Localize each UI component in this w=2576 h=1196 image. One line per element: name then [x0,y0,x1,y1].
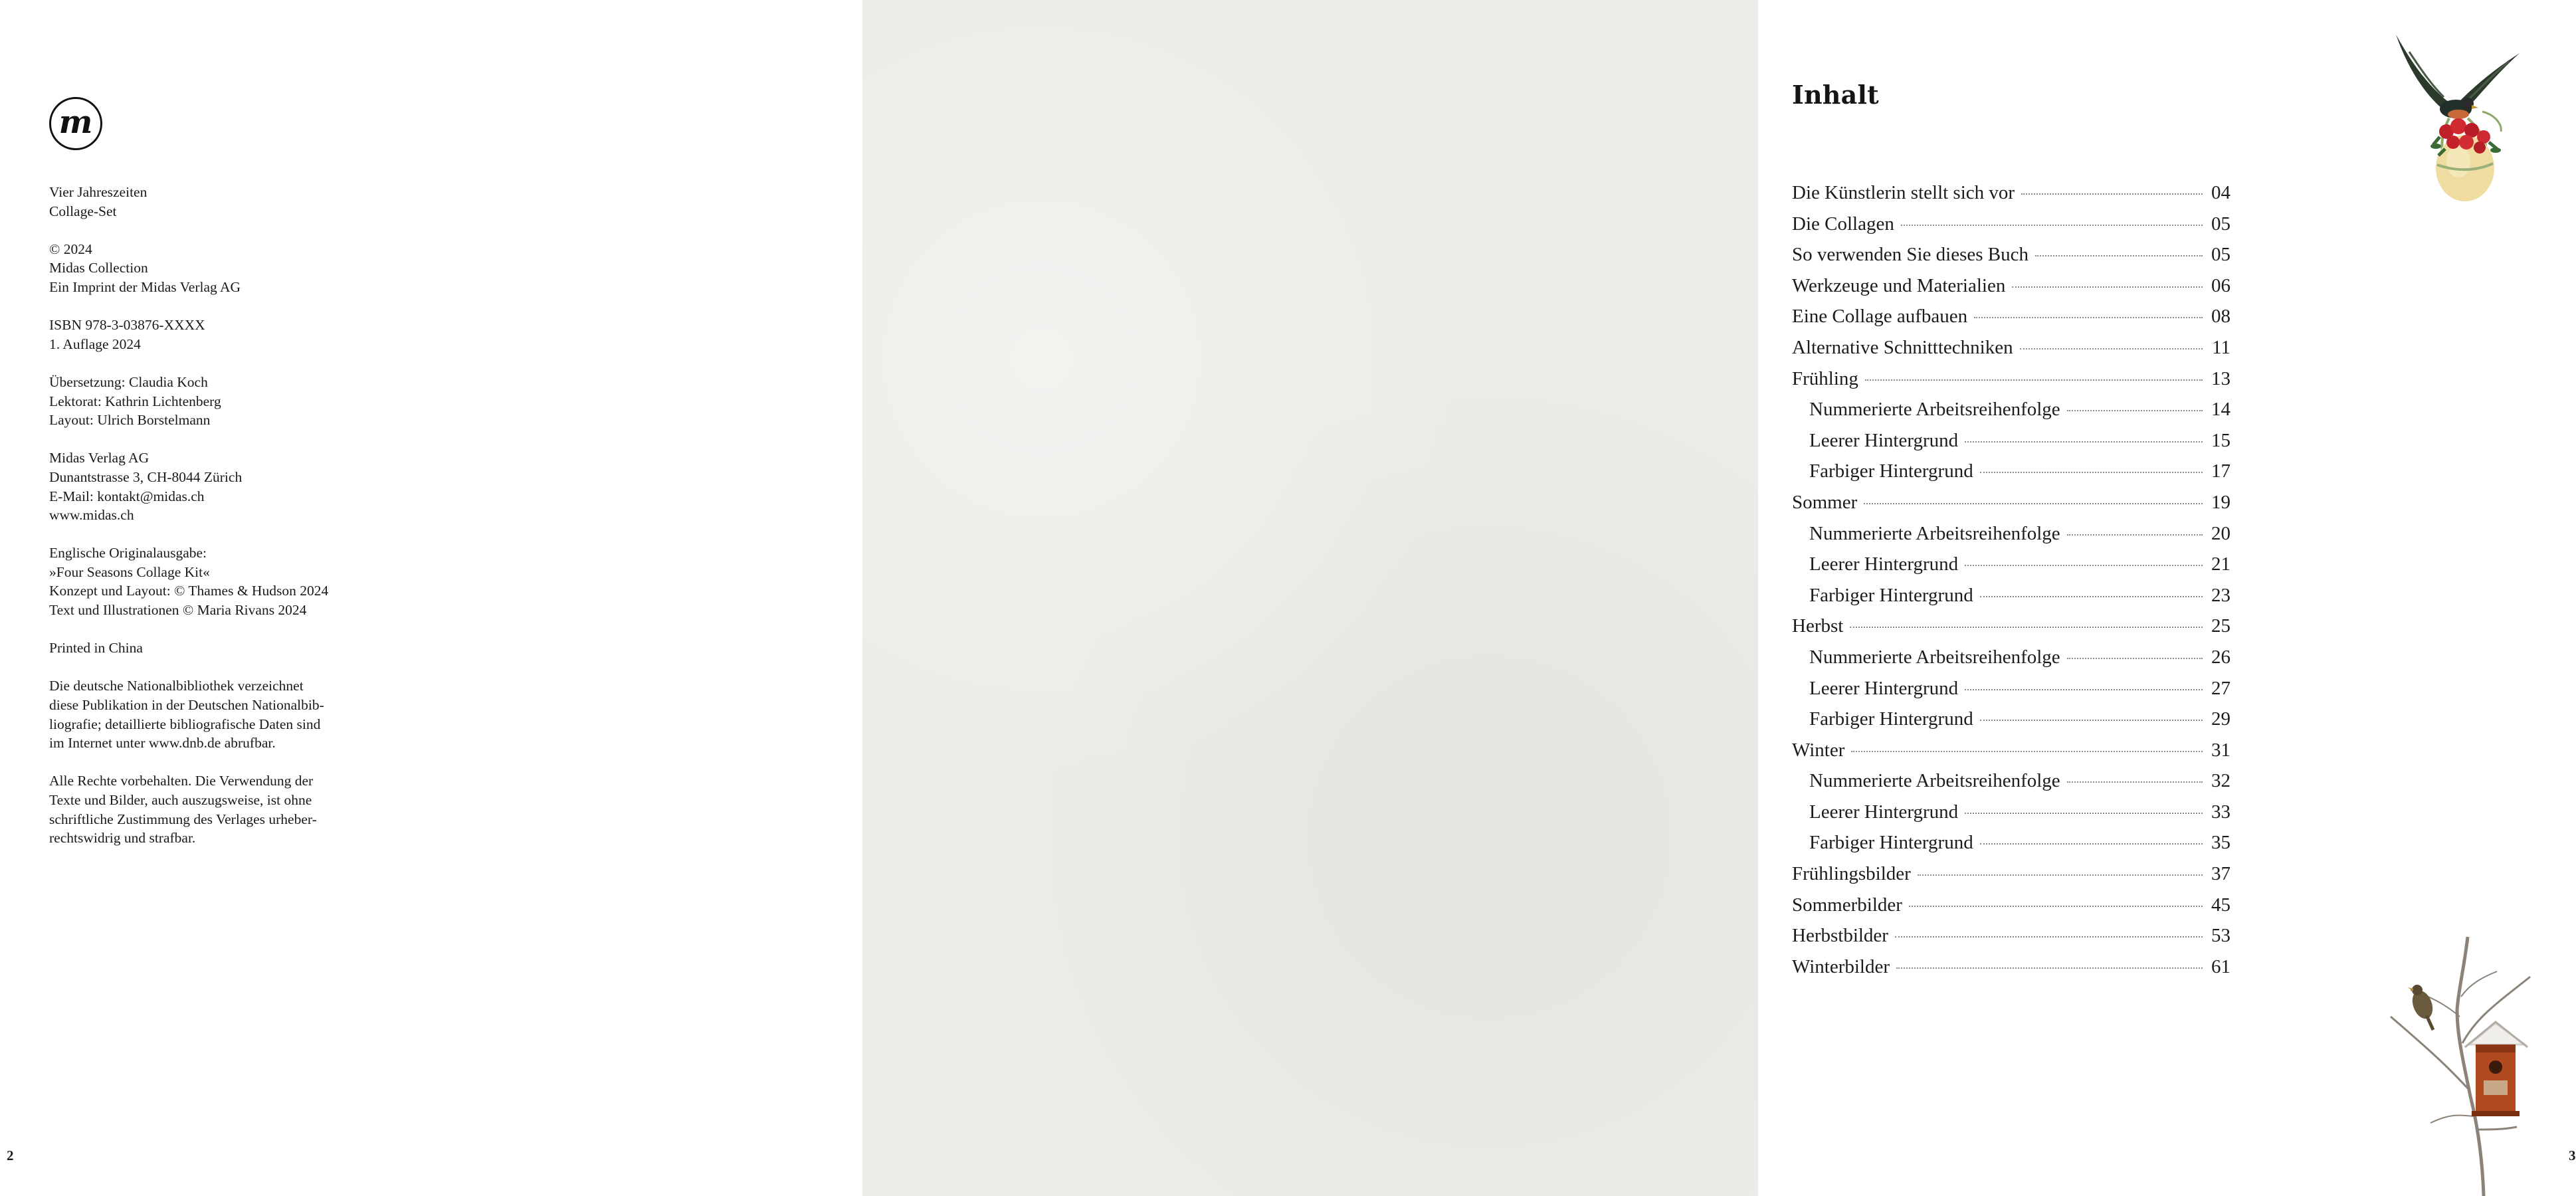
toc-entry-label: Sommerbilder [1792,894,1902,916]
imprint-line: Texte und Bilder, auch auszugsweise, ist ohne [49,792,312,808]
imprint-line: © 2024 [49,241,92,257]
imprint-text [49,183,395,866]
toc-entry[interactable] [1792,213,2230,245]
toc-entry[interactable] [1792,306,2230,337]
toc-entry-page: 37 [2211,863,2230,885]
imprint-block [49,544,395,619]
toc-entry-page: 19 [2211,491,2230,513]
toc-entry[interactable] [1792,708,2230,740]
toc-entry[interactable] [1792,678,2230,709]
toc-entry-label: Nummerierte Arbeitsreihenfolge [1809,399,2060,421]
imprint-block [49,639,395,658]
toc-entry[interactable] [1792,894,2230,926]
toc-entry-label: Leerer Hintergrund [1809,553,1959,575]
toc-leader-dots [2067,410,2203,411]
toc-title: Inhalt [1792,80,1879,110]
imprint-line: rechtswidrig und strafbar. [49,830,196,847]
toc-entry-label: Winterbilder [1792,955,1890,977]
toc-entry[interactable] [1792,337,2230,368]
toc-entry-page: 32 [2211,770,2230,792]
imprint-line: E-Mail: kontakt@midas.ch [49,488,205,504]
imprint-block [49,771,395,847]
toc-leader-dots [2067,781,2203,783]
toc-leader-dots [1895,936,2203,938]
toc-leader-dots [1909,906,2203,907]
toc-entry-page: 14 [2211,399,2230,421]
imprint-line: Layout: Ulrich Borstelmann [49,412,211,429]
imprint-line: Text und Illustrationen © Maria Rivans 2024 [49,602,307,619]
toc-entry-label: Herbst [1792,615,1844,637]
toc-entry-label: Alternative Schnitttechniken [1792,336,2013,358]
toc-entry-label: Farbiger Hintergrund [1809,460,1973,482]
toc-leader-dots [1980,596,2203,597]
toc-entry-page: 20 [2211,522,2230,544]
toc-leader-dots [1901,225,2203,226]
toc-leader-dots [2067,534,2203,536]
toc-leader-dots [1965,689,2203,690]
imprint-line: Ein Imprint der Midas Verlag AG [49,278,241,295]
toc-entry[interactable] [1792,770,2230,801]
toc-entry-page: 17 [2211,460,2230,482]
toc-leader-dots [1980,472,2203,473]
toc-entry[interactable] [1792,399,2230,430]
imprint-line: schriftliche Zustimmung des Verlages urheber- [49,811,317,827]
imprint-line: Konzept und Layout: © Thames & Hudson 2024 [49,583,329,599]
toc-entry-label: Die Künstlerin stellt sich vor [1792,182,2015,203]
imprint-line: Lektorat: Kathrin Lichtenberg [49,393,221,409]
toc-leader-dots [1850,627,2203,628]
toc-entry-page: 31 [2211,739,2230,761]
toc-entry[interactable] [1792,244,2230,275]
toc-leader-dots [1980,720,2203,721]
toc-entry-page: 33 [2211,801,2230,823]
toc-entry-page: 35 [2211,832,2230,854]
toc-entry[interactable] [1792,615,2230,647]
page-number-right: 3 [2569,1147,2576,1163]
logo-m-glyph [55,103,96,144]
toc-leader-dots [2012,286,2203,288]
table-of-contents [1792,182,2230,987]
imprint-line: im Internet unter www.dnb.de abrufbar. [49,735,276,751]
toc-leader-dots [2035,255,2203,256]
toc-leader-dots [2020,348,2203,349]
imprint-block [49,373,395,430]
imprint-line: Dunantstrasse 3, CH-8044 Zürich [49,468,243,485]
page-number-left: 2 [7,1147,14,1163]
toc-entry-page: 23 [2211,584,2230,606]
toc-entry[interactable] [1792,460,2230,492]
toc-entry-label: Eine Collage aufbauen [1792,306,1968,328]
toc-entry[interactable] [1792,647,2230,678]
imprint-line: Alle Rechte vorbehalten. Die Verwendung der [49,773,314,789]
toc-leader-dots [1965,565,2203,566]
imprint-line: Übersetzung: Claudia Koch [49,373,208,390]
toc-entry[interactable] [1792,275,2230,306]
imprint-line: Vier Jahreszeiten [49,184,148,200]
toc-entry-label: So verwenden Sie dieses Buch [1792,244,2029,266]
imprint-line: Englische Originalausgabe: [49,545,207,561]
toc-leader-dots [1965,813,2203,814]
imprint-line: ISBN 978-3-03876-XXXX [49,317,205,334]
imprint-block [49,448,395,524]
toc-entry[interactable] [1792,832,2230,863]
toc-entry-page: 26 [2211,646,2230,668]
toc-entry-label: Leerer Hintergrund [1809,801,1959,823]
toc-leader-dots [1896,967,2203,969]
imprint-line: Midas Verlag AG [49,450,149,466]
imprint-block [49,240,395,297]
swallow-with-egg-illustration-icon [2389,32,2522,205]
imprint-block [49,316,395,353]
imprint-block [49,676,395,752]
toc-leader-dots [1851,751,2203,752]
toc-entry-page: 21 [2211,553,2230,575]
toc-entry-label: Werkzeuge und Materialien [1792,274,2006,296]
imprint-line: www.midas.ch [49,507,134,524]
toc-entry-label: Leerer Hintergrund [1809,429,1959,451]
midas-logo-icon [49,97,102,150]
toc-entry[interactable] [1792,182,2230,213]
toc-entry[interactable] [1792,801,2230,833]
toc-entry-label: Nummerierte Arbeitsreihenfolge [1809,646,2060,668]
toc-entry[interactable] [1792,740,2230,771]
toc-entry-page: 25 [2211,615,2230,637]
toc-entry-page: 27 [2211,677,2230,699]
toc-entry-label: Frühling [1792,367,1858,389]
bird-on-branch-birdhouse-illustration-icon [2384,930,2557,1196]
toc-leader-dots [1980,843,2203,845]
toc-entry[interactable] [1792,956,2230,987]
toc-entry-label: Sommer [1792,491,1858,513]
imprint-line: Collage-Set [49,203,117,219]
toc-leader-dots [1918,874,2203,876]
toc-entry[interactable] [1792,368,2230,399]
imprint-line: »Four Seasons Collage Kit« [49,563,210,580]
toc-entry-label: Farbiger Hintergrund [1809,832,1973,854]
toc-entry-page: 15 [2211,429,2230,451]
toc-leader-dots [1865,379,2203,381]
toc-leader-dots [1864,503,2203,504]
toc-leader-dots [2067,658,2203,659]
toc-entry[interactable] [1792,430,2230,461]
logo-letter: m [58,104,93,141]
toc-entry-label: Farbiger Hintergrund [1809,584,1973,606]
imprint-line: Printed in China [49,640,143,656]
toc-entry-page: 61 [2211,955,2230,977]
left-page [0,0,862,1196]
imprint-line: liografie; detaillierte bibliografische Daten sind [49,716,321,732]
toc-entry-label: Farbiger Hintergrund [1809,708,1973,730]
toc-entry[interactable] [1792,553,2230,585]
toc-entry-label: Nummerierte Arbeitsreihenfolge [1809,522,2060,544]
toc-entry-page: 29 [2211,708,2230,730]
toc-entry-page: 11 [2212,336,2230,358]
toc-entry-page: 05 [2211,244,2230,266]
toc-entry[interactable] [1792,523,2230,554]
toc-leader-dots [2021,193,2203,195]
toc-entry-page: 04 [2211,182,2230,203]
toc-entry-label: Herbstbilder [1792,925,1888,947]
imprint-line: Midas Collection [49,260,148,276]
imprint-line: diese Publikation in der Deutschen Nationalbib- [49,697,324,714]
imprint-block [49,183,395,221]
toc-entry-page: 06 [2211,274,2230,296]
toc-entry-label: Nummerierte Arbeitsreihenfolge [1809,770,2060,792]
toc-entry[interactable] [1792,492,2230,523]
imprint-line: Die deutsche Nationalbibliothek verzeichnet [49,678,304,694]
toc-entry-label: Winter [1792,739,1845,761]
toc-entry[interactable] [1792,925,2230,956]
toc-entry-page: 45 [2211,894,2230,916]
toc-leader-dots [1965,441,2203,443]
toc-entry-label: Frühlingsbilder [1792,863,1911,885]
toc-entry-page: 13 [2211,367,2230,389]
toc-leader-dots [1974,317,2203,318]
toc-entry[interactable] [1792,863,2230,894]
right-page [862,0,2576,1196]
toc-entry-page: 05 [2211,213,2230,235]
toc-entry-label: Leerer Hintergrund [1809,677,1959,699]
imprint-line: 1. Auflage 2024 [49,336,141,352]
toc-entry[interactable] [1792,585,2230,616]
toc-entry-label: Die Collagen [1792,213,1894,235]
toc-entry-page: 08 [2211,306,2230,328]
toc-entry-page: 53 [2211,925,2230,947]
